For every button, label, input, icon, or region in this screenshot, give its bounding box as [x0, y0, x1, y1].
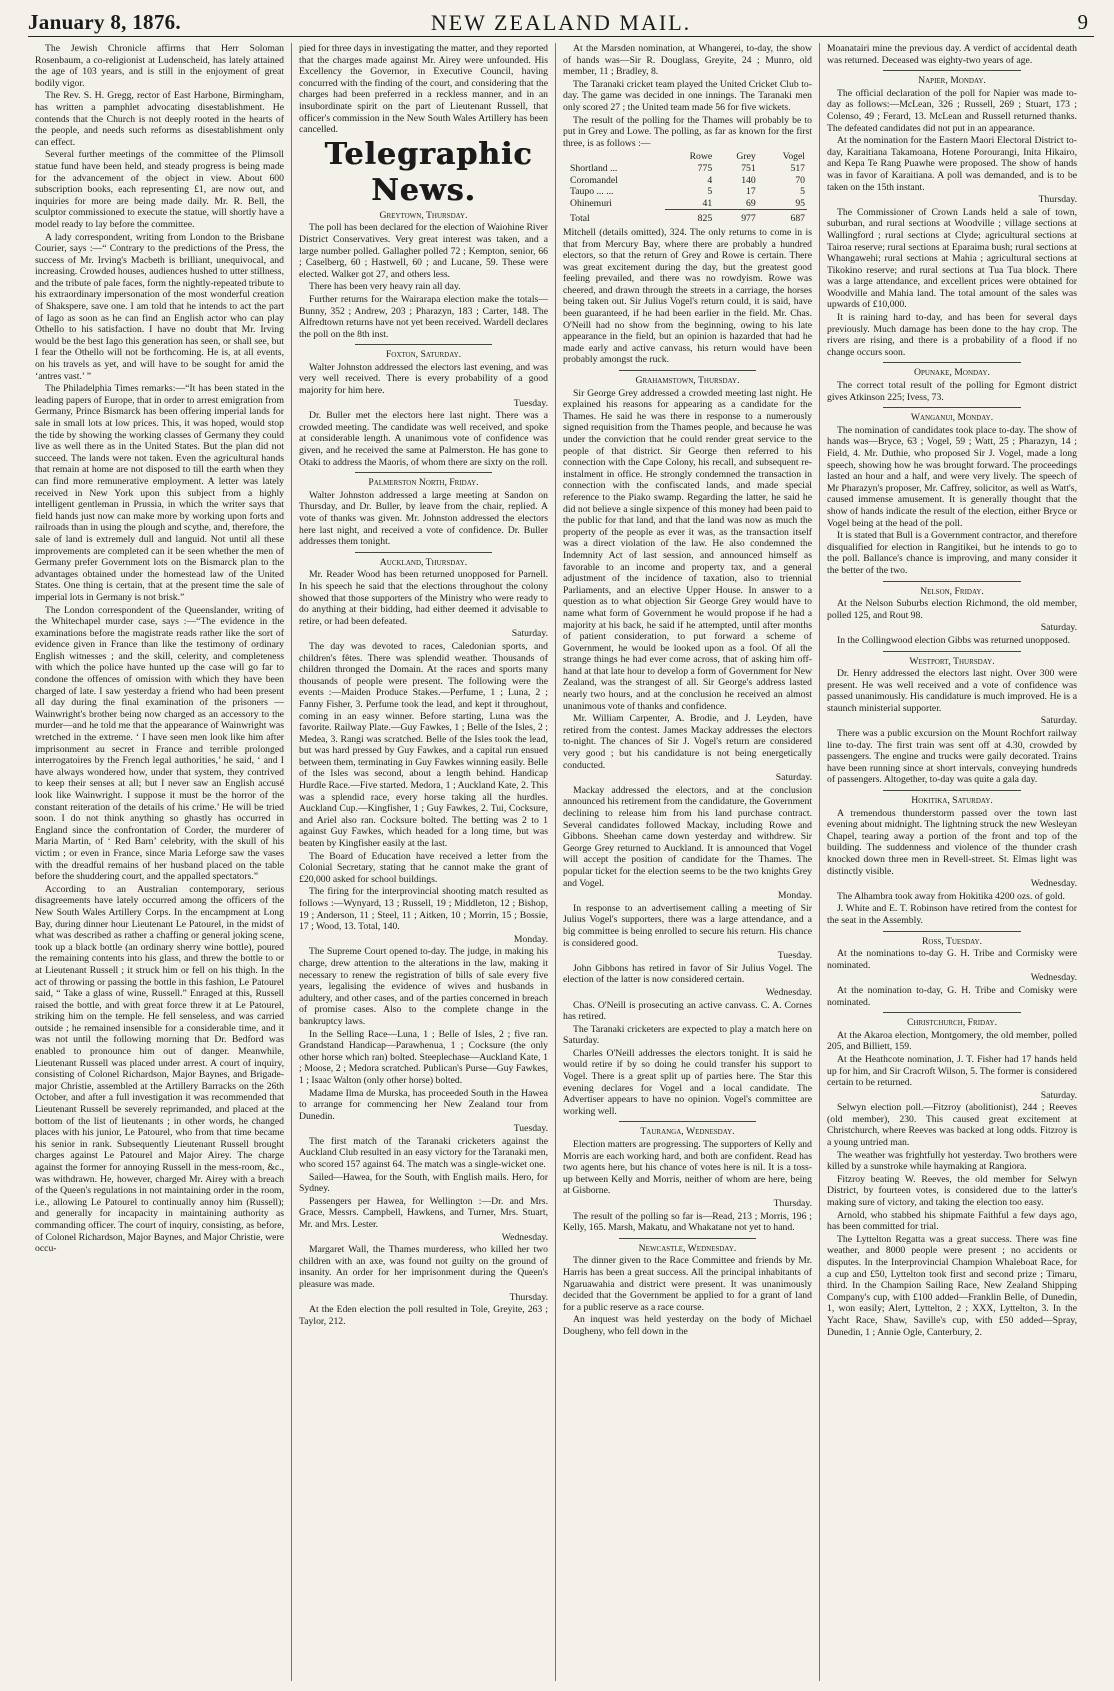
- dateline: Palmerston North, Friday.: [368, 477, 479, 489]
- day-subheading: Tuesday.: [513, 1123, 548, 1135]
- poll-results-table: [568, 151, 807, 225]
- news-paragraph: Moanatairi mine the previous day. A verdict of accidental death was returned. Deceased was eighty-two years of age.: [827, 43, 1077, 66]
- issue-date: January 8, 1876.: [28, 10, 181, 34]
- news-paragraph: In the Selling Race—Luna, 1 ; Belle of Isles, 2 ; five ran. Grandstand Handicap—Parawhenua, 1 ; Cocksure (the only other horse which ran) bolted. Steeplechase—Auckland Kate, 1 ; Moose, 2 ; Medora scratched. Publican's Purse—Guy Fawkes, 1 ; Isaac Walton (only other horse) bolted.: [299, 1028, 548, 1086]
- news-paragraph: John Gibbons has retired in favor of Sir Julius Vogel. The election of the latter is now considered certain.: [563, 962, 812, 986]
- news-paragraph: There has been very heavy rain all day.: [309, 281, 461, 293]
- section-divider: [619, 1121, 756, 1122]
- news-paragraph: Mackay addressed the electors, and at the conclusion announced his retirement from the candidature, the Government declining to release him from his land purchase contract. Several candidates followed Mackay, including Rowe and Gibbons. Sheehan came down yesterday and withdrew. Sir George Grey returned to Auckland. It is announced that Vogel will accept the position of candidate for the Thames. The popular ticket for the election seems to be the two knights Grey and Vogel.: [563, 784, 812, 889]
- table-cell: 17: [746, 186, 756, 198]
- news-paragraph: Walter Johnston addressed the electors last evening, and was very well received. There is every probability of a good majority for him here.: [299, 361, 548, 397]
- news-paragraph: Selwyn election poll.—Fitzroy (abolitionist), 244 ; Reeves (old member), 230. This caused great excitement at Christchurch, where Reeves was backed at long odds. Fitzroy is a young untried man.: [827, 1102, 1077, 1149]
- masthead: [28, 10, 1094, 37]
- news-paragraph: The Jewish Chronicle affirms that Herr Soloman Rosenbaum, a co-religionist at Ludenscheid, has lately attained the age of 103 years, and is still in the enjoyment of great bodily vigor.: [35, 43, 284, 89]
- dateline: Hokitika, Saturday.: [911, 795, 993, 807]
- news-paragraph: At the Eden election the poll resulted in Tole, Greyite, 263 ; Taylor, 212.: [299, 1304, 548, 1327]
- table-cell: Taupo ... ...: [569, 186, 614, 198]
- news-paragraph: It is stated that Bull is a Government contractor, and therefore disqualified for election in Rangitikei, but he intends to go to the poll. Ballance's chance is improving, and many consider it the better of the two.: [827, 530, 1077, 576]
- news-paragraph: The Rev. S. H. Gregg, rector of East Harbone, Birmingham, has written a pamphlet advocating disestablishment. He contends that the Church is not deeply rooted in the hearts of the people, and needs such reforms as disestablishment only can effect.: [35, 90, 284, 148]
- news-paragraph: The Board of Education have received a letter from the Colonial Secretary, stating that he cannot make the grant of £20,000 asked for school buildings.: [299, 850, 548, 885]
- news-paragraph: Several further meetings of the committee of the Plimsoll statue fund have been held, and steady progress is being made for the advancement of the object in view. About 600 subscription books, each representing £1, are now out, and inquiries for more are being made daily. Mr. R. Bell, the sculptor commissioned to execute the statue, will shortly have a model ready to lay before the committee.: [35, 149, 284, 230]
- column-container: [28, 43, 1094, 1681]
- news-paragraph: Mr. Reader Wood has been returned unopposed for Parnell. In his speech he said that the elections throughout the colony showed that those supporters of the Ministry who were ready to do anything at their bidding, had either deemed it advisable to retire, or had been defeated.: [299, 569, 548, 627]
- news-paragraph: The dinner given to the Race Committee and friends by Mr. Harris has been a great success. All the principal inhabitants of Ngaruawahia and district were present. It was unanimously decided that the Government be applied to for a grant of land for a public reserve as a race course.: [563, 1255, 812, 1313]
- news-paragraph: Dr. Buller met the electors here last night. There was a crowded meeting. The candidate was well received, and spoke at considerable length. A unanimous vote of confidence was given, and he received the same at Palmerston. He has gone to Otaki to address the Maoris, of whom there are sixty on the roll.: [299, 410, 548, 468]
- news-paragraph: The first match of the Taranaki cricketers against the Auckland Club resulted in an easy victory for the Taranaki men, who scored 157 against 64. The match was a single-wicket one.: [299, 1135, 548, 1171]
- table-total-cell: 977: [714, 210, 758, 225]
- news-paragraph: Madame Ilma de Murska, has proceeded South in the Hawea to arrange for commencing her New Zealand tour from Dunedin.: [299, 1087, 548, 1122]
- news-paragraph: The Taranaki cricket team played the United Cricket Club to-day. The game was decided in one innings. The Taranaki men only scored 27 ; the United team made 56 for five wickets.: [563, 78, 812, 113]
- section-divider: [883, 407, 1021, 408]
- news-paragraph: The result of the polling so far is—Read, 213 ; Morris, 196 ; Kelly, 165. Marsh, Makatu, and Whakatane not yet to hand.: [563, 1210, 812, 1234]
- table-cell: Coromandel: [569, 174, 618, 186]
- day-subheading: Thursday.: [509, 1291, 548, 1303]
- news-paragraph: A lady correspondent, writing from London to the Brisbane Courier, says :—“ Contrary to the predictions of the Press, the success of Mr. Irving's Macbeth is brilliant, unequivocal, and increasing. Crowded houses, audiences hushed to utter stillness, and the tribute of pale faces, form the nightly-repeated tribute to his extraordinary impersonation of the most wonderful creation of Shakspere, save one. I am told that he intends to act the part of Iago as soon as he can find an English actor who can play Othello to his satisfaction. I have no doubt that Mr. Irving would be the best Iago this generation has seen, or shall see, but I fear the Othello will not be forthcoming. He is, at all events, on his travels as yet, and will have to be sought for amid the ‘antres vast.’ ”: [35, 231, 284, 382]
- table-total-cell: Total: [569, 213, 590, 225]
- news-paragraph: At the nomination for the Eastern Maori Electoral District to-day, Karaitiana Takamoana, Hotene Porourangi, Inita Hikairo, and Kepa Te Rang Puawhe were proposed. The show of hands was in favor of Karaitiana. A poll was demanded, and is to be taken on the 15th instant.: [827, 135, 1077, 193]
- table-total-cell: 687: [758, 210, 807, 225]
- dateline: Tauranga, Wednesday.: [640, 1126, 735, 1138]
- section-divider: [883, 70, 1021, 71]
- dateline: Foxton, Saturday.: [385, 349, 462, 361]
- news-paragraph: The firing for the interprovincial shooting match resulted as follows :—Wynyard, 13 ; Russell, 19 ; Middleton, 12 ; Bishop, 19 ; Anderson, 11 ; Steel, 11 ; Aitken, 10 ; Morrin, 15 ; Bossie, 17 ; Wood, 13. Total, 140.: [299, 886, 548, 933]
- section-divider: [883, 581, 1021, 582]
- news-paragraph: At the nomination to-day, G. H. Tribe and Comisky were nominated.: [827, 984, 1077, 1008]
- table-cell: Shortland ...: [569, 162, 618, 174]
- dateline: Greytown, Thursday.: [379, 209, 468, 221]
- news-paragraph: In response to an advertisement calling a meeting of Sir Julius Vogel's supporters, there was a large attendance, and a big committee is being enrolled to secure his return. His chance is considered good.: [563, 902, 812, 949]
- section-divider: [619, 1238, 756, 1239]
- column-1: [28, 43, 292, 1681]
- table-cell: 5: [707, 186, 713, 198]
- day-subheading: Saturday.: [775, 772, 812, 784]
- table-row: [568, 163, 807, 175]
- news-paragraph: At the Akaroa election, Montgomery, the old member, polled 205, and Billiett, 159.: [827, 1029, 1077, 1053]
- day-subheading: Monday.: [513, 933, 548, 945]
- news-paragraph: A tremendous thunderstorm passed over the town last evening about midnight. The lightning struck the new Wesleyan Chapel, tearing away a portion of the front and top of the building. The suddenness and violence of the thunder crash knocked down three men in Revell-street. St. Elmas light was distinctly visible.: [827, 807, 1077, 877]
- table-row: [568, 198, 807, 210]
- news-paragraph: It is raining hard to-day, and has been for several days previously. Much damage has been done to the hay crop. The rivers are rising, and there is a probability of a flood if no change occurs soon.: [827, 312, 1077, 358]
- news-paragraph: At the Nelson Suburbs election Richmond, the old member, polled 125, and Rout 98.: [827, 598, 1077, 621]
- dateline: Opunake, Monday.: [914, 367, 990, 379]
- table-row: [568, 175, 807, 187]
- news-paragraph: The result of the polling for the Thames will probably be to put in Grey and Lowe. The polling, as far as known for the first three, is as follows :—: [563, 114, 812, 149]
- table-cell: Ohinemuri: [569, 197, 612, 209]
- day-subheading: Thursday.: [1038, 194, 1077, 206]
- section-heading: Telegraphic News.: [324, 136, 533, 208]
- day-subheading: Wednesday.: [765, 986, 812, 998]
- news-paragraph: Further returns for the Wairarapa election make the totals—Bunny, 352 ; Andrew, 203 ; Pharazyn, 183 ; Carter, 148. The Alfredtown returns have not yet been received. Wardell declares the poll on the 8th inst.: [299, 293, 548, 340]
- news-paragraph: The nomination of candidates took place to-day. The show of hands was—Bryce, 63 ; Vogel, 59 ; Watt, 25 ; Pharazyn, 14 ; Field, 4. Mr. Duthie, who proposed Sir J. Vogel, made a long speech, showing how he was brought forward. The proceedings lasted an hour and a half, and were very lively. The speech of Mr Pharazyn's proposer, Mr. Caffrey, solicitor, as well as Watt's, caused immense amusement. It is generally thought that the show of hands indicate the result of the election, either Bryce or Vogel being at the head of the poll.: [827, 424, 1077, 529]
- news-paragraph: The poll has been declared for the election of Waiohine River District Conservatives. Very great interest was taken, and a large number polled. Gallagher polled 72 ; Kempton, senior, 66 ; Caselberg, 60 ; Hastwell, 60 ; and Lucane, 59. These were elected. Walker got 27, and others less.: [299, 222, 548, 280]
- news-paragraph: The London correspondent of the Queenslander, writing of the Whitechapel murder case, says :—“The evidence in the examinations before the magistrate reads rather like the sort of evidence given in France than like the testimony of ordinary English witnesses ; and the skill, celerity, and completeness with which the police have hunted up the case will go far to condone the offences of omission with which they have been charged of late. I saw yesterday a friend who had been present all day during the final examination of the prisoners — Wainwright's brother being now charged as an accessory to the murder—and he told me that the appearance of Wainwright was wretched in the extreme. ‘ I have seen men look like him after imprisonment au secret in France and terrible prolonged interrogatoires by the French legal authorities,’ he said, ‘ and I have always wondered how, under that system, they contrived to keep their senses at all; but I never saw an English accusé look like Wainwright. I suppose it must be the horror of the constant reiteration of the details of his crime.’ He will be tried soon. I do not think anything so ghastly has occurred in England since the confrontation of Corder, the murderer of Maria Martin, of ‘ Red Barn’ celebrity, with the skull of his victim ; or even in France, since Maria Leforge saw the vases with the dreadful remains of her husband placed on the table before the shuddering court, and the appalled spectators.”: [35, 604, 284, 883]
- news-paragraph: Margaret Wall, the Thames murderess, who killed her two children with an axe, was found not guilty on the ground of insanity. An order for her imprisonment during the Queen's pleasure was made.: [299, 1244, 548, 1290]
- news-paragraph: In the Collingwood election Gibbs was returned unopposed.: [837, 634, 1070, 646]
- table-cell: 5: [800, 186, 806, 198]
- news-paragraph: At the Heathcote nomination, J. T. Fisher had 17 hands held up for him, and Sir Cracroft Wilson, 5. The former is considered certain to be returned.: [827, 1053, 1077, 1089]
- column-4: [820, 43, 1084, 1681]
- day-subheading: Thursday.: [773, 1198, 812, 1209]
- news-paragraph: Sailed—Hawea, for the South, with English mails. Hero, for Sydney.: [299, 1171, 548, 1195]
- section-divider: [355, 552, 492, 553]
- newspaper-title: NEW ZEALAND MAIL.: [430, 10, 692, 35]
- news-paragraph: There was a public excursion on the Mount Rochfort railway line to-day. The first train was sent off at 4.30, crowded by passengers. The engine and trucks were gaily decorated. Trains have been running since at short intervals, conveying hundreds of passengers. Altogether, to-day was quite a gala day.: [827, 728, 1077, 786]
- day-subheading: Monday.: [777, 890, 812, 902]
- news-paragraph: An inquest was held yesterday on the body of Michael Dougheny, who fell down in the: [563, 1314, 812, 1337]
- news-paragraph: The correct total result of the polling for Egmont district gives Atkinson 225; Ivess, 73.: [827, 380, 1077, 403]
- column-3: [556, 43, 820, 1681]
- news-paragraph: At the nominations to-day G. H. Tribe and Cormisky were nominated.: [827, 948, 1077, 971]
- section-divider: [883, 362, 1021, 363]
- section-divider: [355, 472, 492, 473]
- news-paragraph: J. White and E. T. Robinson have retired from the contest for the seat in the Assembly.: [827, 903, 1077, 926]
- news-paragraph: Sir George Grey addressed a crowded meeting last night. He explained his reasons for appearing as a candidate for the Thames. He said he was there in response to a numerously signed requisition from the Thames people, and because he was under the conviction that he could render great service to the people of that district. Sir George then referred to his connection with the Cape Colony, his recall, and subsequent re-instalment in office. He strongly condemned the transaction in connection with the confiscated lands, and made special reference to the Piako swamp. Regarding the latter, he said he did not believe a single sixpence of this money had been paid to the public for that land, and that the land was now as much the property of the people as ever it was, as the transaction itself was a direct violation of the law. He also condemned the Indemnity Act of last session, and announced himself as favorable to an income and property tax, and a general adjustment of the incidence of taxation, also to triennial Parliaments, and an elective Upper House. In answer to a question as to what objection Sir George Grey would have to name what form of Government he would propose if he had a majority at his back, he said if he attempted, until after months of patient consideration, to put forward a scheme of Government, he would be looked upon as a fool. Of all the strange things he had ever come across, that of asking him off-hand at that late hour to develop a form of Government for New Zealand, was the strangest of all. Sir George's address lasted nearly two hours, and at the conclusion he received an almost unanimous vote of thanks and confidence.: [563, 387, 812, 712]
- dateline: Christchurch, Friday.: [906, 1017, 998, 1029]
- news-paragraph: The Taranaki cricketers are expected to play a match here on Saturday.: [563, 1023, 812, 1047]
- table-cell: 775: [697, 162, 713, 174]
- news-paragraph: The official declaration of the poll for Napier was made to-day as follows:—McLean, 326 ; Russell, 269 ; Stuart, 173 ; Colenso, 49 ; Ferard, 13. McLean and Russell returned thanks. The defeated candidates did not put in an appearance.: [827, 87, 1077, 134]
- table-header-row: [568, 151, 807, 163]
- table-cell: 751: [741, 162, 756, 174]
- day-subheading: Saturday.: [511, 628, 548, 640]
- column-2: [292, 43, 556, 1681]
- news-paragraph: Mr. William Carpenter, A. Brodie, and J. Leyden, have retired from the contest. James Mackay addresses the electors to-night. The chances of Sir J. Vogel's return are considered very good ; but his candidature is not being energetically conducted.: [563, 713, 812, 771]
- day-subheading: Tuesday.: [777, 950, 812, 962]
- news-paragraph: At the Marsden nomination, at Whangerei, to-day, the show of hands was—Sir R. Douglass, Greyite, 24 ; Munro, old member, 11 ; Bradley, 8.: [563, 43, 812, 78]
- day-subheading: Wednesday.: [501, 1231, 548, 1243]
- section-divider: [355, 344, 492, 345]
- table-header-cell: Grey: [736, 151, 756, 163]
- news-paragraph: The Philadelphia Times remarks:—“It has been stated in the leading papers of Europe, that in order to arrest emigration from Germany, Prince Bismarck has been offering imperial lands for sale in small lots at low prices. This, it was hoped, would stop the tide by showing the working classes of Germany they could live as well there as in the United States. But the plan did not succeed. The lands were not taken. Even the agricultural hands that remain at home are not disposed to till the earth when they can find more remunerative employment. A letter was lately received in New York upon this subject from a highly intelligent gentleman in Prussia, in which the writer says that field hands just now can make more by working upon forts and railroads than in using the plough and scythe, and, therefore, the sale of land is extremely dull and languid. Not until all these improvements are completed can it be seen whether the men of Germany prefer Government lots on the Bismarck plan to the advantages obtained under the homestead law of the United States. One thing is certain, that at the present time the sale of imperial lots in Germany is not brisk.”: [35, 383, 284, 603]
- news-paragraph: The weather was frightfully hot yesterday. Two brothers were killed by a sunstroke while haymaking at Rangiora.: [827, 1149, 1077, 1173]
- table-header-cell: Vogel: [782, 151, 806, 163]
- section-divider: [619, 370, 756, 371]
- dateline: Nelson, Friday.: [920, 585, 984, 597]
- news-paragraph: According to an Australian contemporary, serious disagreements have lately occurred among the officers of the New South Wales Artillery Corps. In the encampment at Long Bay, during dinner hour Lieutenant Le Patourel, in the midst of what was described as rather a chaffing or general joking scene, took up a black bottle (an ordinary sherry wine bottle), poured the remaining contents into his glass, and threw the bottle to or at Lieutenant Russell ; it struck him or fell on his thigh. In the act of throwing or passing the bottle in this fashion, Le Patourel said, “ Take a glass of wine, Russell.” Enraged at this, Russell raised the bottle, and with great force threw it at Le Patourel, striking him on the temple. He fell senseless, and was carried outside ; he remained insensible for a considerable time, and it was not until the following morning that Dr. Bedford was enabled to pronounce him out of danger. Meanwhile, Lieutenant Russell was placed under arrest. A court of inquiry, consisting of Colonel Richardson, Major Baynes, and Brigade-major Christie, assembled at the Artillery Barracks on the 26th October, and after a full investigation it was recommended that Lieutenant Russell be severely reprimanded, and placed at the bottom of the list of lieutenants ; in other words, he changed places with his junior, Le Patourel, who from that time became his senior in rank. Subsequently Lieutenant Russell brought charges against Le Patourel and Major Airey. The charge against the former for annoying Russell in the mess-room, &c., was withdrawn. He, however, charged Mr. Airey with a breach of the Queen's regulations in not maintaining order in the room, i.e., allowing Le Patourel to continually annoy him (Russell); and generally for incapacity in maintaining authority as commanding officer. The court of inquiry, consisting, as before, of Colonel Richardson, Major Baynes, and Major Christie, were occu-: [35, 883, 284, 1255]
- news-paragraph: Chas. O'Neill is prosecuting an active canvass. C. A. Cornes has retired.: [563, 999, 812, 1023]
- news-paragraph: Dr. Henry addressed the electors last night. Over 300 were present. He was well received and a vote of confidence was passed unanimously. His candidature is much improved. He is a staunch ministerial supporter.: [827, 668, 1077, 714]
- dateline: Ross, Tuesday.: [921, 935, 983, 947]
- table-total-cell: 825: [665, 210, 715, 225]
- news-paragraph: The Alhambra took away from Hokitika 4200 ozs. of gold.: [837, 890, 1065, 902]
- news-paragraph: The Supreme Court opened to-day. The judge, in making his charge, drew attention to the alterations in the law, making it necessary to renew the registration of bills of sale every five years, legalising the evidence of wives and husbands in adultery, and other cases, and of the parties concerned in breach of promise cases. Also to the complete change in the bankruptcy laws.: [299, 946, 548, 1027]
- dateline: Auckland, Thursday.: [379, 556, 468, 568]
- section-divider: [883, 790, 1021, 791]
- table-cell: 95: [795, 197, 806, 209]
- day-subheading: Wednesday.: [1030, 972, 1077, 984]
- day-subheading: Saturday.: [1040, 1089, 1077, 1101]
- news-paragraph: Walter Johnston addressed a large meeting at Sandon on Thursday, and Dr. Buller, by leave from the chair, replied. A vote of thanks was given. Mr. Johnston addressed the electors here last night, and received a vote of confidence. Dr. Buller addresses them tonight.: [299, 489, 548, 548]
- table-cell: 4: [707, 174, 713, 186]
- table-cell: 517: [790, 162, 806, 174]
- news-paragraph: Mitchell (details omitted), 324. The only returns to come in is that from Mercury Bay, where there are probably a hundred electors, so that the return of Grey and Rowe is certain. There was great excitement during the day, but the greatest good feeling prevailed, and there was no rowdyism. Rowe was cheered, and drawn through the streets in a carriage, the horses being taken out. Sir Julius Vogel's return could, it is said, have been guaranteed, if he had been earlier in the field. Mr. Chas. O'Neill had no show from the beginning, owing to his late appearance in the field, but an opinion is hazarded that had he made early and active canvass, his return would have been probably amongst the ruck.: [563, 226, 812, 366]
- day-subheading: Wednesday.: [1030, 878, 1077, 890]
- dateline: Wanganui, Monday.: [910, 412, 994, 424]
- dateline: Westport, Thursday.: [909, 655, 995, 667]
- news-paragraph: The Lyttelton Regatta was a great success. There was fine weather, and 8000 people were present ; no accidents or disputes. In the Interprovincial Champion Whaleboat Race, for a cup and £50, Lyttelton took first and second prize ; Timaru, third. In the Champion Sailing Race, New Zealand Shipping Company's cup, with £100 added—Franklin Belle, of Dunedin, 1, won easily; Alert, Lyttelton, 2 ; XXX, Lyttelton, 3. In the Yacht Race, Shaw, Saville's cup, with £50 added—Spray, Dunedin, 1 ; Annie Ogle, Canterbury, 2.: [827, 1233, 1077, 1338]
- page-number: 9: [1077, 10, 1088, 34]
- table-row: [568, 186, 807, 198]
- section-divider: [883, 651, 1021, 652]
- table-header-cell: Rowe: [689, 151, 713, 163]
- news-paragraph: Election matters are progressing. The supporters of Kelly and Morris are each working hard, and both are confident. Read has two agents here, but his chance of votes here is nil. It is a toss-up between Kelly and Morris, neither of whom are here, being at Gisborne.: [563, 1139, 812, 1197]
- dateline: Newcastle, Wednesday.: [638, 1242, 737, 1254]
- table-cell: 140: [741, 174, 756, 186]
- dateline: Napier, Monday.: [918, 75, 986, 87]
- news-paragraph: Fitzroy beating W. Reeves, the old member for Selwyn District, by fourteen votes, is considered due to the latter's making sure of victory, and taking the election too easy.: [827, 1173, 1077, 1209]
- day-subheading: Saturday.: [1040, 715, 1077, 727]
- table-cell: 69: [746, 197, 756, 209]
- day-subheading: Saturday.: [1040, 622, 1077, 634]
- news-paragraph: Charles O'Neill addresses the electors tonight. It is said he would retire if by so doing he could transfer his support to Vogel. There is a great split up of parties here. The Star this evening declares for Vogel and a local candidate. The Advertiser appears to have no opinion. Vogel's committee are working well.: [563, 1047, 812, 1117]
- section-divider: [883, 1012, 1021, 1013]
- dateline: Grahamstown, Thursday.: [635, 375, 740, 387]
- news-paragraph: The Commissioner of Crown Lands held a sale of town, suburban, and rural sections at Woodville ; village sections at Wallingford ; rural sections at Clyde; agricultural sections at Tairoa reserve; rural sections at Eparaima bush; rural sections at Whangawehi; rural sections at Mahia ; agricultural sections at Tikokino reserve; and rural sections at Tua Tua block. There was a large attendance, and excellent prices were obtained for Woodville and Mahia land. The total amount of the sales was upwards of £10,000.: [827, 206, 1077, 311]
- section-divider: [883, 931, 1021, 932]
- news-paragraph: Arnold, who stabbed his shipmate Faithful a few days ago, has been committed for trial.: [827, 1209, 1077, 1233]
- table-cell: 70: [795, 174, 806, 186]
- table-cell: 41: [702, 197, 713, 209]
- table-total-row: [568, 210, 807, 225]
- table-header-cell: [568, 151, 665, 163]
- news-paragraph: pied for three days in investigating the matter, and they reported that the charges made against Mr. Airey were unfounded. His Excellency the Governor, in Executive Council, having concurred with the finding of the court, and considering that the charges had been preferred in a reckless manner, and in an insubordinate spirit on the part of Lieutenant Russell, that officer's commission in the New South Wales Artillery has been cancelled.: [299, 43, 548, 136]
- day-subheading: Tuesday.: [513, 397, 548, 409]
- news-paragraph: The day was devoted to races, Caledonian sports, and children's fêtes. There was splendid weather. Thousands of children thronged the Domain. At the races and sports many thousands of people were present. The following were the events :—Maiden Produce Stakes.—Perfume, 1 ; Luna, 2 ; Fanny Fisher, 3. Perfume took the lead, and kept it throughout, coming in an easy winner. Before starting, Luna was the favorite. Railway Plate.—Guy Fawkes, 1 ; Belle of the Isles, 2 ; Medea, 3. Rangi was scratched. Belle of the Isles took the lead, but was hard pressed by Guy Fawkes, and a capital run ensued between them, terminating in Guy Fawkes winning easily. Belle of the Isles was second, about a length behind. Handicap Hurdle Race.—Five started. Medora, 1 ; Auckland Kate, 2. This was a splendid race, every horse taking all the hurdles. Auckland Cup.—Kingfisher, 1 ; Guy Fawkes, 2. Tui, Cocksure, and Ariel also ran. Cocksure bolted. The betting was 2 to 1 against Guy Fawkes, which headed for a long time, but was beaten by Kingfisher easily at the last.: [299, 640, 548, 850]
- news-paragraph: Passengers per Hawea, for Wellington :—Dr. and Mrs. Grace, Messrs. Campbell, Hawkens, and Turner, Mrs. Stuart, Mr. and Mrs. Lester.: [299, 1195, 548, 1231]
